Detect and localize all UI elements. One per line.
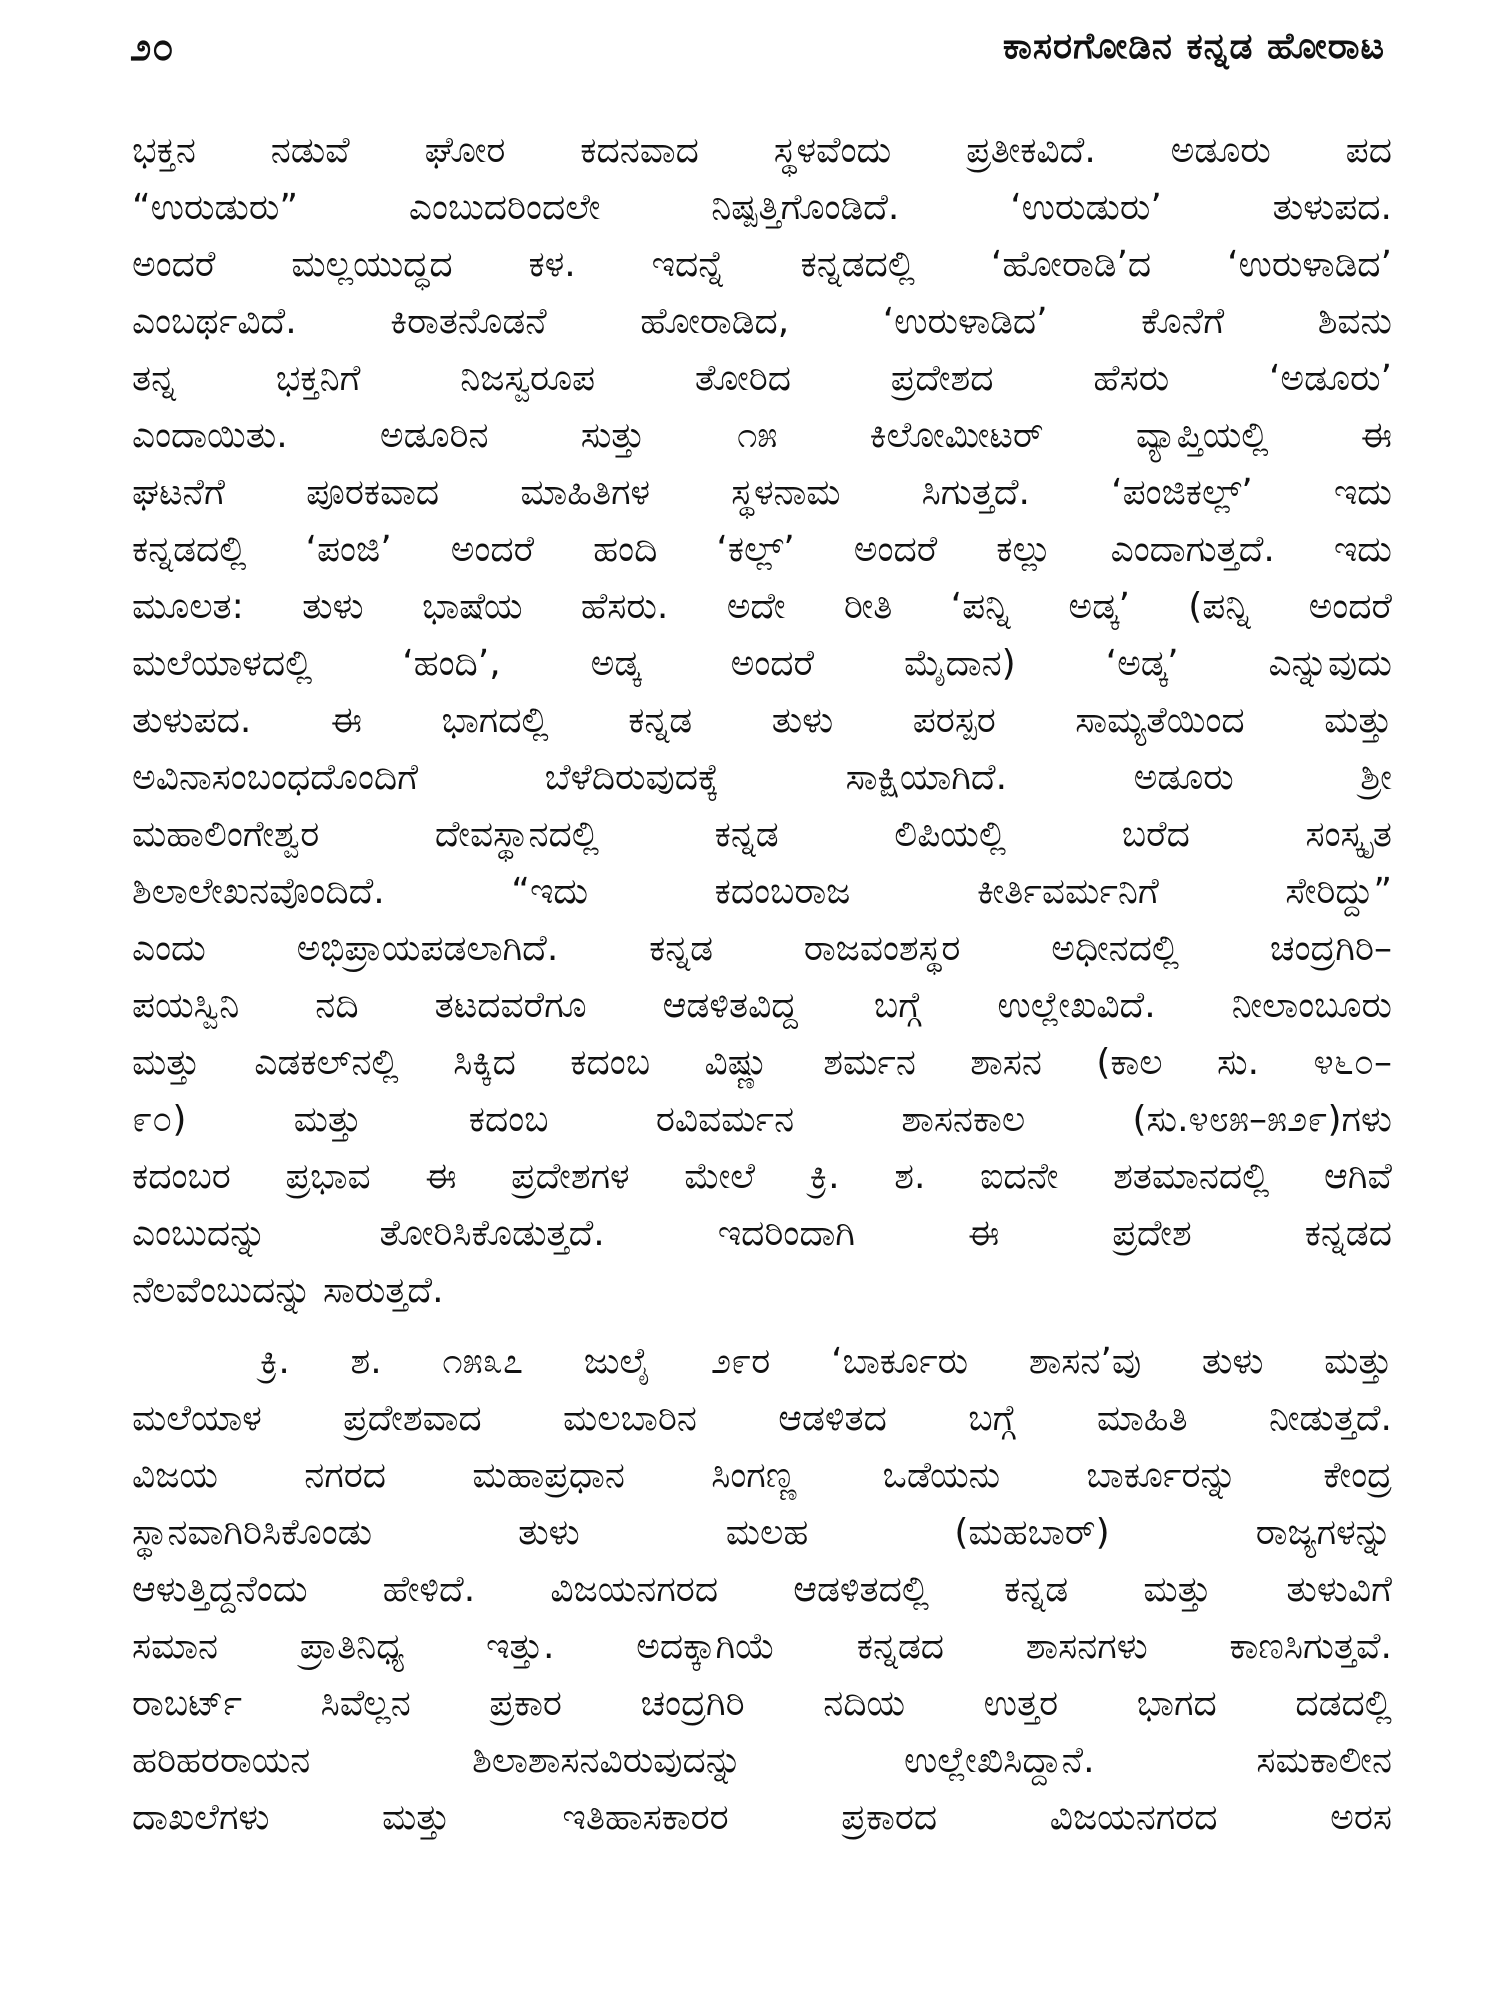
running-title: ಕಾಸರಗೋಡಿನ ಕನ್ನಡ ಹೋರಾಟ [1002,26,1385,67]
page-header [130,14,1385,80]
text-line: ತನ್ನ ಭಕ್ತನಿಗೆ ನಿಜಸ್ವರೂಪ ತೋರಿದ ಪ್ರದೇಶದ ಹೆಸರು ‘ಅಡೂರು’ [132,358,1392,399]
text-line: ಮಲೆಯಾಳ ಪ್ರದೇಶವಾದ ಮಲಬಾರಿನ ಆಡಳಿತದ ಬಗ್ಗೆ ಮಾಹಿತಿ ನೀಡುತ್ತದೆ. [132,1398,1392,1439]
text-line: ತುಳುಪದ. ಈ ಭಾಗದಲ್ಲಿ ಕನ್ನಡ ತುಳು ಪರಸ್ಪರ ಸಾಮ್ಯತೆಯಿಂದ ಮತ್ತು [132,700,1392,741]
page-number: ೨೦ [130,24,175,69]
text-line: ಭಕ್ತನ ನಡುವೆ ಘೋರ ಕದನವಾದ ಸ್ಥಳವೆಂದು ಪ್ರತೀಕವಿದೆ. ಅಡೂರು ಪದ [132,130,1392,171]
text-line: ಅಂದರೆ ಮಲ್ಲಯುದ್ಧದ ಕಳ. ಇದನ್ನೆ ಕನ್ನಡದಲ್ಲಿ ‘ಹೋರಾಡಿ’ದ ‘ಉರುಳಾಡಿದ’ [132,244,1392,285]
text-line: ೯೦) ಮತ್ತು ಕದಂಬ ರವಿವರ್ಮನ ಶಾಸನಕಾಲ (ಸು.೪೮೫–೫೨೯)ಗಳು [132,1099,1392,1140]
text-line: ರಾಬರ್ಟ್ ಸಿವೆಲ್ಲನ ಪ್ರಕಾರ ಚಂದ್ರಗಿರಿ ನದಿಯ ಉತ್ತರ ಭಾಗದ ದಡದಲ್ಲಿ [132,1683,1392,1724]
text-line: ಕದಂಬರ ಪ್ರಭಾವ ಈ ಪ್ರದೇಶಗಳ ಮೇಲೆ ಕ್ರಿ. ಶ. ಐದನೇ ಶತಮಾನದಲ್ಲಿ ಆಗಿವೆ [132,1156,1392,1197]
text-line: ಎಂದು ಅಭಿಪ್ರಾಯಪಡಲಾಗಿದೆ. ಕನ್ನಡ ರಾಜವಂಶಸ್ಥರ ಅಧೀನದಲ್ಲಿ ಚಂದ್ರಗಿರಿ– [132,928,1392,969]
paragraph-1 [132,122,1392,1319]
text-line: ಘಟನೆಗೆ ಪೂರಕವಾದ ಮಾಹಿತಿಗಳ ಸ್ಥಳನಾಮ ಸಿಗುತ್ತದೆ. ‘ಪಂಜಿಕಲ್ಲ್’ ಇದು [132,472,1392,513]
text-line: ಕ್ರಿ. ಶ. ೧೫೩೭ ಜುಲೈ ೨೯ರ ‘ಬಾರ್ಕೂರು ಶಾಸನ’ವು ತುಳು ಮತ್ತು [260,1341,1392,1382]
text-line: ಶಿಲಾಲೇಖನವೊಂದಿದೆ. “ಇದು ಕದಂಬರಾಜ ಕೀರ್ತಿವರ್ಮನಿಗೆ ಸೇರಿದ್ದು” [132,871,1392,912]
text-line: ಆಳುತ್ತಿದ್ದನೆಂದು ಹೇಳಿದೆ. ವಿಜಯನಗರದ ಆಡಳಿತದಲ್ಲಿ ಕನ್ನಡ ಮತ್ತು ತುಳುವಿಗೆ [132,1569,1392,1610]
text-line: ಸ್ಥಾನವಾಗಿರಿಸಿಕೊಂಡು ತುಳು ಮಲಹ (ಮಹಬಾರ್) ರಾಜ್ಯಗಳನ್ನು [132,1512,1392,1553]
text-line: ಪಯಸ್ವಿನಿ ನದಿ ತಟದವರೆಗೂ ಆಡಳಿತವಿದ್ದ ಬಗ್ಗೆ ಉಲ್ಲೇಖವಿದೆ. ನೀಲಾಂಬೂರು [132,985,1392,1026]
text-line: ಸಮಾನ ಪ್ರಾತಿನಿಧ್ಯ ಇತ್ತು. ಅದಕ್ಕಾಗಿಯೆ ಕನ್ನಡದ ಶಾಸನಗಳು ಕಾಣಸಿಗುತ್ತವೆ. [132,1626,1392,1667]
text-line: ಮೂಲತ: ತುಳು ಭಾಷೆಯ ಹೆಸರು. ಅದೇ ರೀತಿ ‘ಪನ್ನಿ ಅಡ್ಕ’ (ಪನ್ನಿ ಅಂದರೆ [132,586,1392,627]
body-text [132,122,1392,1846]
text-line: ಎಂದಾಯಿತು. ಅಡೂರಿನ ಸುತ್ತು ೧೫ ಕಿಲೋಮೀಟರ್ ವ್ಯಾಪ್ತಿಯಲ್ಲಿ ಈ [132,415,1392,456]
text-line: ಅವಿನಾಸಂಬಂಧದೊಂದಿಗೆ ಬೆಳೆದಿರುವುದಕ್ಕೆ ಸಾಕ್ಷಿಯಾಗಿದೆ. ಅಡೂರು ಶ್ರೀ [132,757,1392,798]
text-line: ಮಲೆಯಾಳದಲ್ಲಿ ‘ಹಂದಿ’, ಅಡ್ಕ ಅಂದರೆ ಮೈದಾನ) ‘ಅಡ್ಕ’ ಎನ್ನುವುದು [132,643,1392,684]
text-line: ವಿಜಯ ನಗರದ ಮಹಾಪ್ರಧಾನ ಸಿಂಗಣ್ಣ ಒಡೆಯನು ಬಾರ್ಕೂರನ್ನು ಕೇಂದ್ರ [132,1455,1392,1496]
text-line: ಎಂಬುದನ್ನು ತೋರಿಸಿಕೊಡುತ್ತದೆ. ಇದರಿಂದಾಗಿ ಈ ಪ್ರದೇಶ ಕನ್ನಡದ [132,1213,1392,1254]
text-line: ಎಂಬರ್ಥವಿದೆ. ಕಿರಾತನೊಡನೆ ಹೋರಾಡಿದ, ‘ಉರುಳಾಡಿದ’ ಕೊನೆಗೆ ಶಿವನು [132,301,1392,342]
text-line: “ಉರುಡುರು” ಎಂಬುದರಿಂದಲೇ ನಿಷ್ಪತ್ತಿಗೊಂಡಿದೆ. ‘ಉರುಡುರು’ ತುಳುಪದ. [132,187,1392,228]
text-line: ನೆಲವೆಂಬುದನ್ನು ಸಾರುತ್ತದೆ. [132,1270,444,1311]
paragraph-2 [132,1333,1392,1846]
text-line: ಹರಿಹರರಾಯನ ಶಿಲಾಶಾಸನವಿರುವುದನ್ನು ಉಲ್ಲೇಖಿಸಿದ್ದಾನೆ. ಸಮಕಾಲೀನ [132,1740,1392,1781]
text-line: ದಾಖಲೆಗಳು ಮತ್ತು ಇತಿಹಾಸಕಾರರ ಪ್ರಕಾರದ ವಿಜಯನಗರದ ಅರಸ [132,1797,1392,1838]
text-line: ಮತ್ತು ಎಡಕಲ್‌ನಲ್ಲಿ ಸಿಕ್ಕಿದ ಕದಂಬ ವಿಷ್ಣು ಶರ್ಮನ ಶಾಸನ (ಕಾಲ ಸು. ೪೬೦– [132,1042,1392,1083]
text-line: ಮಹಾಲಿಂಗೇಶ್ವರ ದೇವಸ್ಥಾನದಲ್ಲಿ ಕನ್ನಡ ಲಿಪಿಯಲ್ಲಿ ಬರೆದ ಸಂಸ್ಕೃತ [132,814,1392,855]
text-line: ಕನ್ನಡದಲ್ಲಿ ‘ಪಂಜಿ’ ಅಂದರೆ ಹಂದಿ ‘ಕಲ್ಲ್’ ಅಂದರೆ ಕಲ್ಲು ಎಂದಾಗುತ್ತದೆ. ಇದು [132,529,1392,570]
